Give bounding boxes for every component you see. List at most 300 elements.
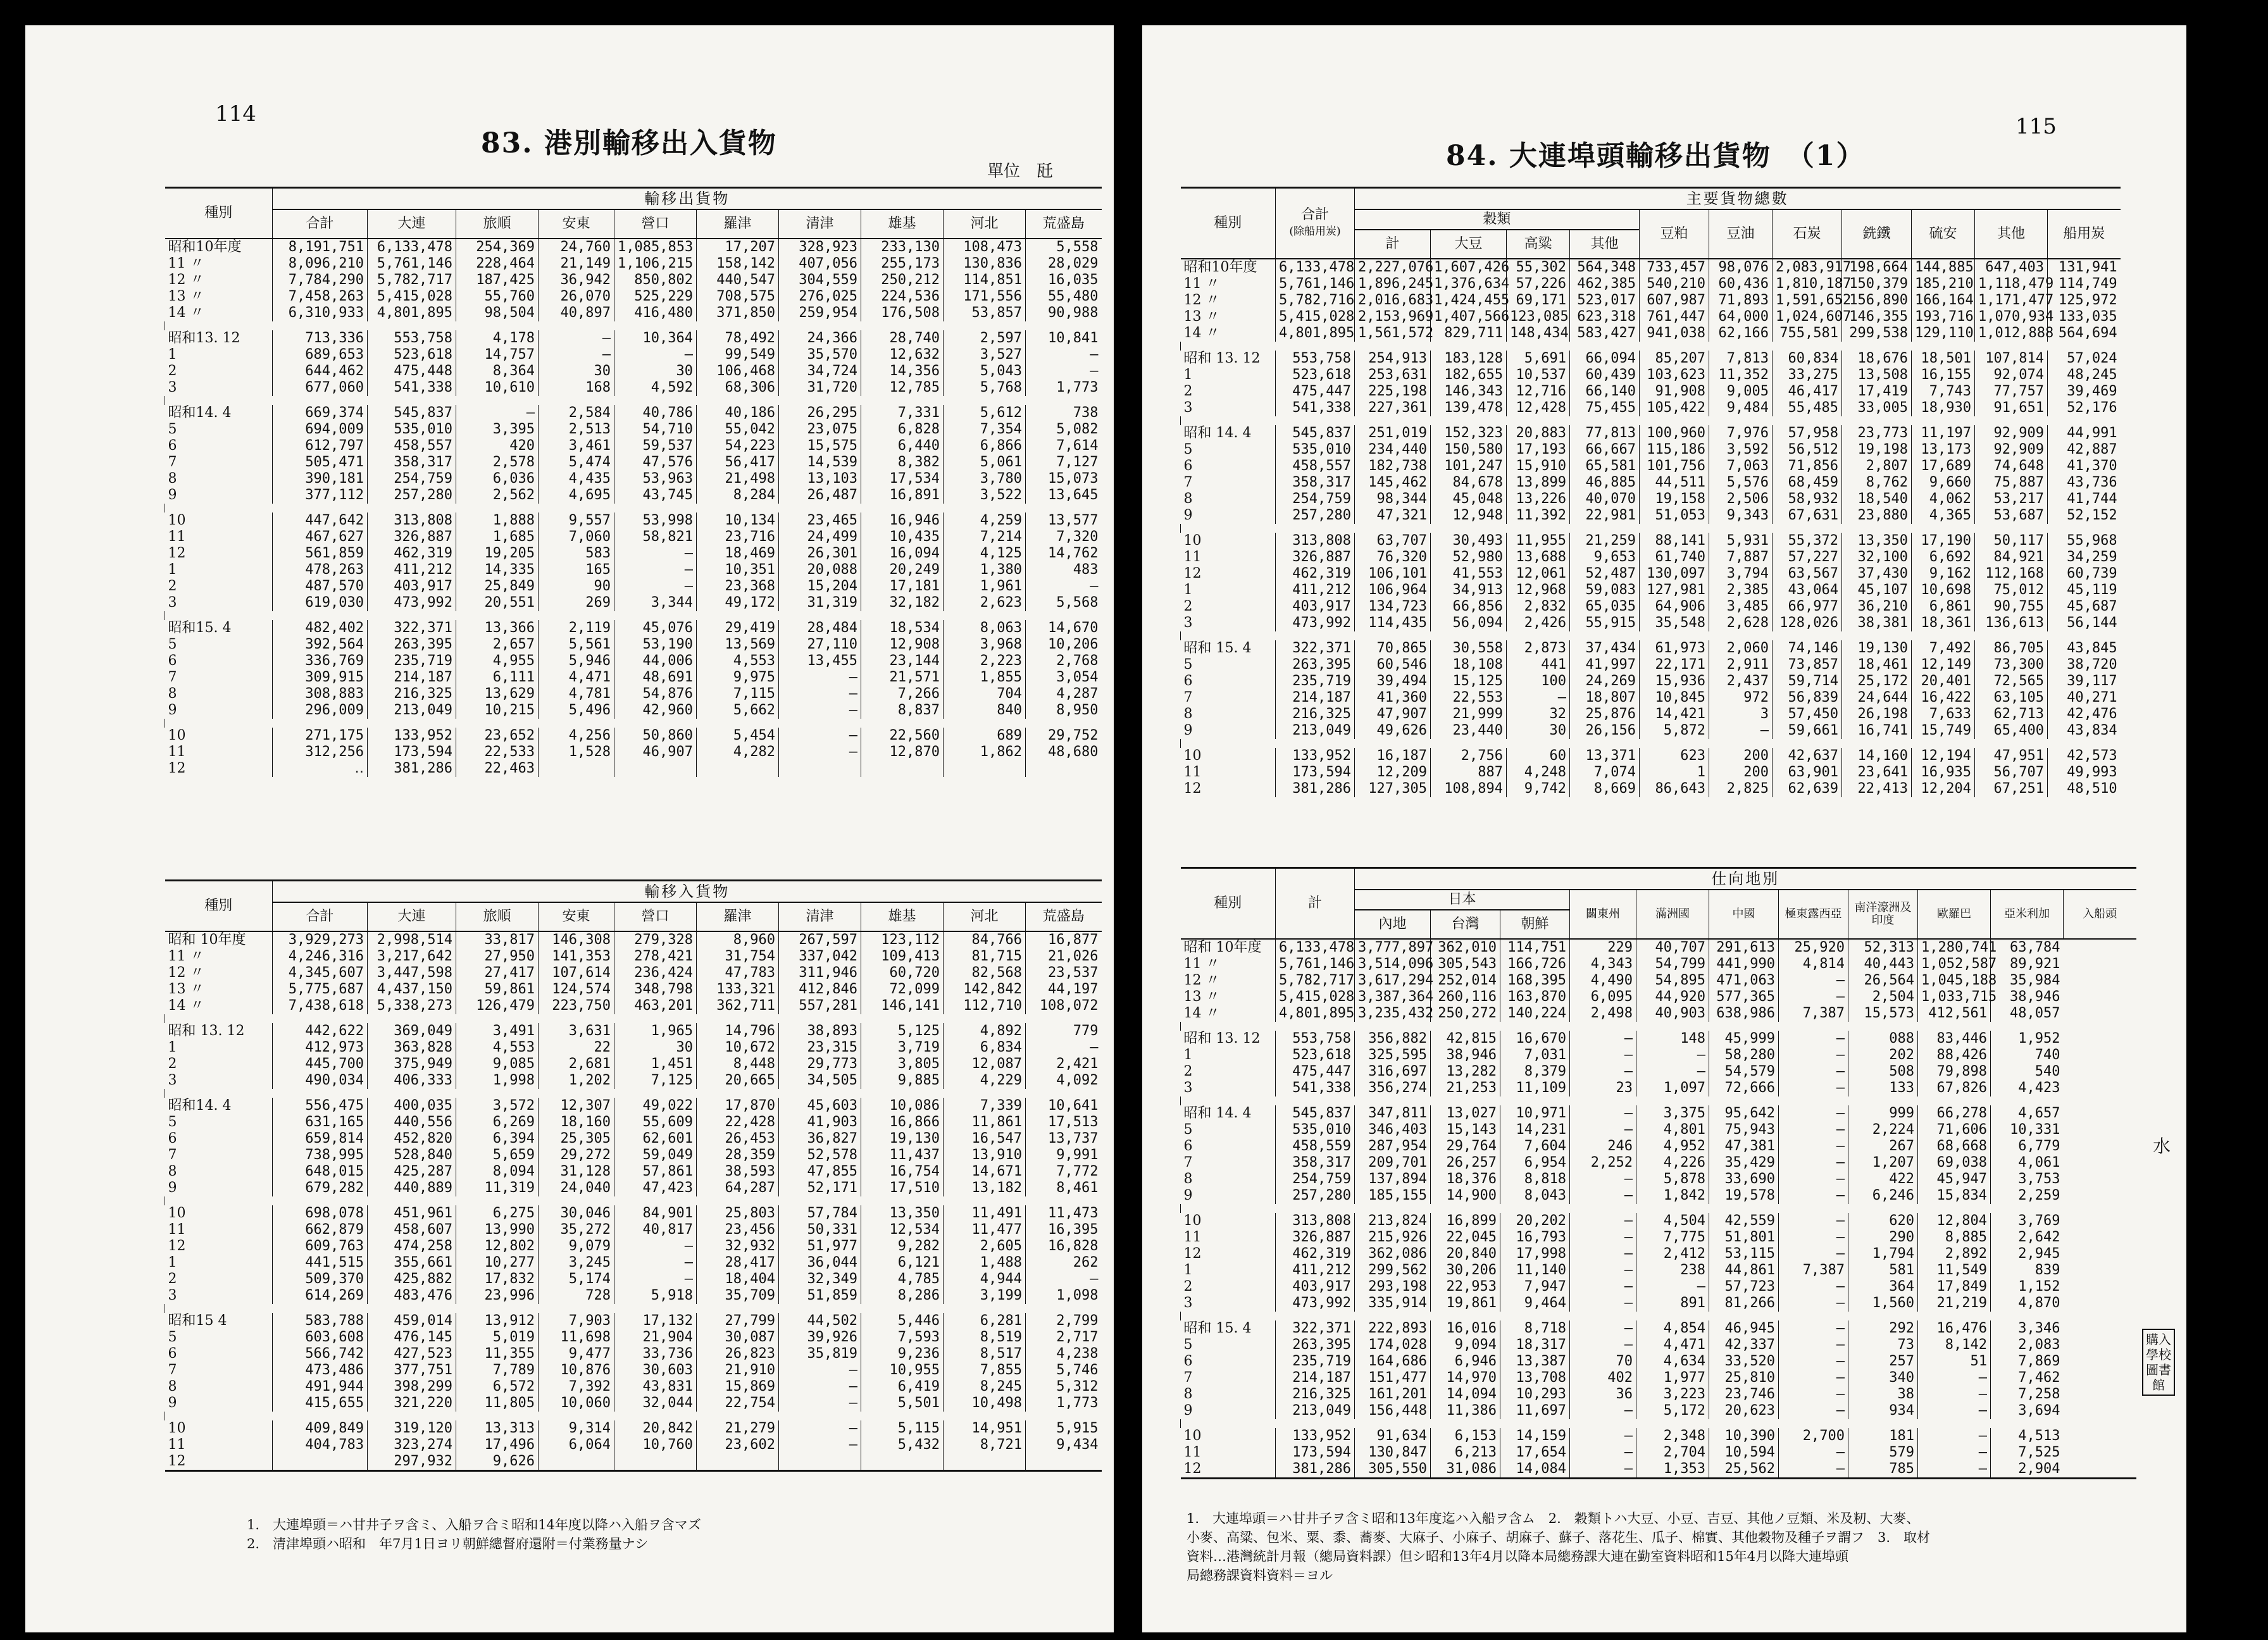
- data-cell: 71,893: [1709, 292, 1773, 309]
- data-cell: 55,609: [614, 1114, 697, 1131]
- data-cell: 23,315: [779, 1040, 861, 1056]
- row-label: 6: [1183, 673, 1193, 689]
- data-cell: 305,550: [1355, 1461, 1431, 1479]
- row-label: 12 〃: [1183, 292, 1220, 308]
- data-cell: 44,502: [779, 1313, 861, 1329]
- data-cell: 88,141: [1640, 533, 1709, 549]
- data-cell: 79,898: [1918, 1064, 1991, 1080]
- data-cell: 322,371: [1276, 1320, 1355, 1337]
- table-row: [165, 1395, 1102, 1412]
- data-cell: 233,130: [861, 239, 944, 256]
- data-cell: 1,024,607: [1773, 309, 1842, 325]
- data-cell: 8,284: [697, 487, 779, 504]
- data-cell: 12,870: [861, 744, 944, 761]
- table-row: [165, 578, 1102, 595]
- data-cell: 5,931: [1709, 533, 1773, 549]
- data-cell: 3,617,294: [1355, 972, 1431, 989]
- data-cell: 60: [1507, 748, 1570, 764]
- data-cell: 163,870: [1500, 989, 1570, 1005]
- data-cell: 7,462: [1991, 1370, 2064, 1386]
- data-cell: —: [779, 1362, 861, 1379]
- table-row: [1181, 276, 2121, 292]
- data-cell: 19,130: [861, 1131, 944, 1147]
- row-label: 12: [168, 1238, 186, 1254]
- data-cell: 10,215: [456, 702, 539, 719]
- data-cell: 60,834: [1773, 351, 1842, 367]
- data-cell: 108,072: [1026, 998, 1102, 1014]
- data-cell: 16,476: [1918, 1320, 1991, 1337]
- data-cell: 53,687: [1975, 507, 2048, 524]
- library-stamp: 購入學校圖書館: [2142, 1329, 2175, 1396]
- data-cell: 304,559: [779, 272, 861, 289]
- row-label: 昭和10年度: [1183, 259, 1257, 275]
- data-cell: 7,789: [456, 1362, 539, 1379]
- data-cell: 107,814: [1975, 351, 2048, 367]
- spacer-cell: [1181, 739, 2121, 748]
- data-cell: 733,457: [1640, 259, 1709, 276]
- row-label: 3: [1183, 1295, 1193, 1311]
- table-row: [165, 256, 1102, 272]
- data-cell: 42,559: [1709, 1213, 1779, 1229]
- data-cell: 64,287: [697, 1180, 779, 1196]
- data-cell: 127,305: [1355, 781, 1431, 797]
- data-cell: —: [1779, 1064, 1848, 1080]
- data-cell: 3,223: [1636, 1386, 1709, 1403]
- data-cell: 48,680: [1026, 744, 1102, 761]
- data-cell: —: [614, 545, 697, 562]
- data-cell: 32,932: [697, 1238, 779, 1255]
- data-cell: 6,133,478: [1276, 939, 1355, 956]
- data-cell: 8,245: [944, 1379, 1026, 1395]
- table-row: [165, 305, 1102, 321]
- data-cell: —: [1779, 1213, 1848, 1229]
- row-label: 10: [1183, 533, 1202, 549]
- data-cell: 164,686: [1355, 1353, 1431, 1370]
- data-cell: 86,643: [1640, 781, 1709, 797]
- data-cell: 403,917: [368, 578, 456, 595]
- table-row: [165, 1023, 1102, 1040]
- data-cell: 4,365: [1912, 507, 1975, 524]
- data-cell: 88,426: [1918, 1047, 1991, 1064]
- data-cell: 125,972: [2048, 292, 2121, 309]
- data-cell: 16,016: [1431, 1320, 1500, 1337]
- data-cell: 566,742: [273, 1346, 368, 1362]
- data-cell: 463,201: [614, 998, 697, 1014]
- data-cell: 16,094: [861, 545, 944, 562]
- data-cell: 7,074: [1570, 764, 1640, 781]
- data-cell: 540: [1991, 1064, 2064, 1080]
- data-cell: 2,799: [1026, 1313, 1102, 1329]
- data-cell: 561,859: [273, 545, 368, 562]
- data-cell: 7,214: [944, 529, 1026, 545]
- data-cell: 56,707: [1975, 764, 2048, 781]
- data-cell: 21,999: [1431, 706, 1507, 723]
- row-label: 14 〃: [1183, 1005, 1220, 1021]
- data-cell: 2,227,076: [1355, 259, 1431, 276]
- data-cell: 21,571: [861, 669, 944, 686]
- data-cell: 2,083: [1991, 1337, 2064, 1353]
- data-cell: 16,946: [861, 512, 944, 529]
- column-header: 安東: [539, 209, 614, 239]
- data-cell: 2,584: [539, 405, 614, 421]
- data-cell: 69,171: [1507, 292, 1570, 309]
- header-row: [1181, 868, 2136, 890]
- table-row: [1181, 425, 2121, 442]
- data-cell: 91,634: [1355, 1428, 1431, 1444]
- data-cell: 46,417: [1773, 383, 1842, 400]
- data-cell: 23,641: [1842, 764, 1912, 781]
- table-row: [1181, 1419, 2136, 1428]
- data-cell: 9,085: [456, 1056, 539, 1072]
- data-cell: 13,182: [944, 1180, 1026, 1196]
- data-cell: 46,885: [1570, 475, 1640, 491]
- data-cell: —: [1507, 690, 1570, 706]
- row-header: 種別: [165, 188, 273, 239]
- data-cell: 235,719: [368, 653, 456, 669]
- spacer-cell: [165, 396, 1102, 405]
- data-cell: 2,642: [1991, 1229, 2064, 1246]
- column-header: 河北: [944, 902, 1026, 931]
- data-cell: 8,063: [944, 620, 1026, 637]
- data-cell: 358,317: [368, 454, 456, 471]
- data-cell: —: [1570, 1122, 1636, 1138]
- data-cell: [697, 1453, 779, 1471]
- data-cell: 34,259: [2048, 549, 2121, 566]
- data-cell: 51,801: [1709, 1229, 1779, 1246]
- column-header: 銑鐵: [1842, 209, 1912, 259]
- data-cell: 95,642: [1709, 1105, 1779, 1122]
- data-cell: 263,395: [1276, 657, 1355, 673]
- data-cell: 3,572: [456, 1098, 539, 1114]
- data-cell: 53,217: [1975, 491, 2048, 507]
- data-cell: 313,808: [1276, 533, 1355, 549]
- data-cell: 223,750: [539, 998, 614, 1014]
- row-label: 3: [1183, 615, 1193, 631]
- data-cell: 55,042: [697, 421, 779, 438]
- data-cell: 6,866: [944, 438, 1026, 454]
- table-row: [1181, 1403, 2136, 1419]
- data-cell: 12,968: [1507, 582, 1570, 599]
- data-cell: 2,911: [1709, 657, 1773, 673]
- data-cell: 738,995: [273, 1147, 368, 1164]
- data-cell: 1,685: [456, 529, 539, 545]
- data-cell: 19,158: [1640, 491, 1709, 507]
- data-cell: 13,708: [1500, 1370, 1570, 1386]
- data-cell: 42,960: [614, 702, 697, 719]
- data-cell: 323,274: [368, 1437, 456, 1453]
- data-cell: 7,339: [944, 1098, 1026, 1114]
- data-cell: 1,098: [1026, 1288, 1102, 1304]
- data-cell: 14,084: [1500, 1461, 1570, 1479]
- row-label: 13 〃: [168, 981, 204, 997]
- data-cell: 326,887: [1276, 1229, 1355, 1246]
- data-cell: 5,761,146: [368, 256, 456, 272]
- data-cell: 61,973: [1640, 640, 1709, 657]
- data-cell: 53,857: [944, 305, 1026, 321]
- data-cell: —: [1570, 1064, 1636, 1080]
- data-cell: 18,930: [1912, 400, 1975, 416]
- data-cell: 577,365: [1709, 989, 1779, 1005]
- data-cell: 30,493: [1431, 533, 1507, 549]
- table-row: [165, 562, 1102, 578]
- footnotes: 1. 大連埠頭＝ハ甘井子ヲ含ミ昭和13年度迄ハ入船ヲ含ム 2. 穀類トハ大豆、小豆、吉豆、其他ノ豆類、米及籾、大麥、 小麥、高粱、包米、粟、黍、蕎麥、大麻子、小麻子、胡麻子、蘇子、落花生、瓜子、棉實、其他穀物及種子ヲ謂フ 3. 取材 資料…港灣統計月報（總局資料課）但シ昭和13年4月以降本局總務課大連在勤室資料昭和15年4月以降大連埠頭 局總務課資料資料＝ヨル: [1187, 1511, 1931, 1583]
- data-cell: 32,349: [779, 1271, 861, 1288]
- data-cell: 5,782,716: [1276, 292, 1355, 309]
- data-cell: 9,653: [1570, 549, 1640, 566]
- spacer-cell: [165, 1412, 1102, 1420]
- data-cell: 14,757: [456, 347, 539, 363]
- data-cell: 57,784: [779, 1205, 861, 1222]
- data-cell: 5,558: [1026, 239, 1102, 256]
- data-cell: —: [779, 1437, 861, 1453]
- data-cell: 23,440: [1431, 723, 1507, 739]
- data-cell: 40,786: [614, 405, 697, 421]
- data-cell: 254,759: [1276, 491, 1355, 507]
- table-row: [1181, 383, 2121, 400]
- data-cell: 27,799: [697, 1313, 779, 1329]
- data-cell: —: [1918, 1428, 1991, 1444]
- data-cell: 23,602: [697, 1437, 779, 1453]
- data-cell: 535,010: [1276, 442, 1355, 458]
- data-cell: 51,977: [779, 1238, 861, 1255]
- table-row: [1181, 367, 2121, 383]
- data-cell: 30,558: [1431, 640, 1507, 657]
- data-cell: 3,514,096: [1355, 956, 1431, 972]
- data-cell: 29,773: [779, 1056, 861, 1072]
- data-cell: 35,548: [1640, 615, 1709, 631]
- table-row: [1181, 566, 2121, 582]
- table-row: [1181, 706, 2121, 723]
- table-row: [1181, 1461, 2136, 1479]
- table-row: [165, 653, 1102, 669]
- data-cell: 58,932: [1773, 491, 1842, 507]
- data-cell: 369,049: [368, 1023, 456, 1040]
- table-row: [165, 1437, 1102, 1453]
- table-row: [1181, 1229, 2136, 1246]
- spacer-cell: [165, 504, 1102, 512]
- data-cell: 139,478: [1431, 400, 1507, 416]
- data-cell: 21,219: [1918, 1295, 1991, 1312]
- row-label: 7: [168, 669, 177, 685]
- data-cell: 19,205: [456, 545, 539, 562]
- data-cell: 12,802: [456, 1238, 539, 1255]
- table-row: [165, 1222, 1102, 1238]
- data-cell: 18,469: [697, 545, 779, 562]
- data-cell: 68,306: [697, 380, 779, 396]
- data-cell: 16,395: [1026, 1222, 1102, 1238]
- data-cell: 4,061: [1991, 1155, 2064, 1171]
- data-cell: 8,762: [1842, 475, 1912, 491]
- data-cell: 127,981: [1640, 582, 1709, 599]
- data-cell: 5,662: [697, 702, 779, 719]
- data-cell: 183,128: [1431, 351, 1507, 367]
- data-cell: 68,459: [1773, 475, 1842, 491]
- column-header: 硫安: [1912, 209, 1975, 259]
- column-header: 清津: [779, 902, 861, 931]
- data-cell: 1,855: [944, 669, 1026, 686]
- data-cell: 214,187: [1276, 690, 1355, 706]
- data-cell: 8,191,751: [273, 239, 368, 256]
- data-cell: 738: [1026, 405, 1102, 421]
- data-cell: 26,823: [697, 1346, 779, 1362]
- data-cell: 22: [539, 1040, 614, 1056]
- data-cell: 459,014: [368, 1313, 456, 1329]
- data-cell: 173,594: [1276, 1444, 1355, 1461]
- table-row: [1181, 1295, 2136, 1312]
- data-cell: 4,092: [1026, 1072, 1102, 1089]
- data-cell: 21,498: [697, 471, 779, 487]
- data-cell: 483,476: [368, 1288, 456, 1304]
- data-cell: 8,519: [944, 1329, 1026, 1346]
- data-cell: 26,198: [1842, 706, 1912, 723]
- data-cell: 15,910: [1507, 458, 1570, 475]
- data-cell: 103,623: [1640, 367, 1709, 383]
- data-cell: 142,842: [944, 981, 1026, 998]
- data-cell: 18,534: [861, 620, 944, 637]
- data-cell: [861, 1453, 944, 1471]
- data-cell: 13,508: [1842, 367, 1912, 383]
- data-cell: 12,209: [1355, 764, 1431, 781]
- data-cell: 22,413: [1842, 781, 1912, 797]
- row-label: 9: [1183, 1403, 1193, 1419]
- data-cell: —: [779, 744, 861, 761]
- data-cell: 24,644: [1842, 690, 1912, 706]
- data-cell: 5,415,028: [368, 289, 456, 305]
- data-cell: 10,672: [697, 1040, 779, 1056]
- table-row: [165, 948, 1102, 965]
- data-cell: 2,825: [1709, 781, 1773, 797]
- data-cell: 8,721: [944, 1437, 1026, 1453]
- data-cell: 41,903: [779, 1114, 861, 1131]
- data-cell: 458,559: [1276, 1138, 1355, 1155]
- data-cell: 10,277: [456, 1255, 539, 1271]
- data-cell: 31,754: [697, 948, 779, 965]
- data-cell: 271,175: [273, 728, 368, 744]
- data-cell: 356,274: [1355, 1080, 1431, 1096]
- data-cell: 296,009: [273, 702, 368, 719]
- data-cell: 708,575: [697, 289, 779, 305]
- data-cell: [1026, 761, 1102, 777]
- row-label: 6: [168, 1346, 177, 1362]
- data-cell: 156,448: [1355, 1403, 1431, 1419]
- table-row: [1181, 673, 2121, 690]
- data-cell: 1,118,479: [1975, 276, 2048, 292]
- data-cell: 35,429: [1709, 1155, 1779, 1171]
- data-cell: 308,883: [273, 686, 368, 702]
- spacer-cell: [165, 611, 1102, 620]
- data-cell: 20,840: [1431, 1246, 1500, 1262]
- table-row: [1181, 1204, 2136, 1213]
- data-cell: 46,945: [1709, 1320, 1779, 1337]
- column-header: 雄基: [861, 209, 944, 239]
- data-cell: 53,190: [614, 637, 697, 653]
- data-cell: —: [779, 669, 861, 686]
- spacer-cell: [1181, 416, 2121, 425]
- data-cell: 12,716: [1507, 383, 1570, 400]
- data-cell: 293,198: [1355, 1279, 1431, 1295]
- data-cell: 541,338: [368, 380, 456, 396]
- data-cell: 7,887: [1709, 549, 1773, 566]
- data-cell: 316,697: [1355, 1064, 1431, 1080]
- data-cell: 3,217,642: [368, 948, 456, 965]
- table-row: [1181, 764, 2121, 781]
- data-cell: —: [1570, 1444, 1636, 1461]
- row-label: 5: [168, 637, 177, 652]
- data-cell: 43,845: [2048, 640, 2121, 657]
- table-row: [165, 321, 1102, 330]
- column-header: 計: [1276, 868, 1355, 940]
- table-row: [165, 421, 1102, 438]
- table-row: [1181, 631, 2121, 640]
- table-row: [1181, 1005, 2136, 1022]
- data-cell: 42,887: [2048, 442, 2121, 458]
- data-cell: 4,944: [944, 1271, 1026, 1288]
- data-cell: 55,480: [1026, 289, 1102, 305]
- data-cell: 151,477: [1355, 1370, 1431, 1386]
- footnotes: 1. 大連埠頭＝ハ甘井子ヲ含ミ、入船ヲ合ミ昭和14年度以降ハ入船ヲ含マズ 2. 清津埠頭ハ昭和 年7月1日ヨリ朝鮮總督府還附＝付業務量ナシ: [247, 1517, 701, 1551]
- data-cell: 44,861: [1709, 1262, 1779, 1279]
- data-cell: 146,355: [1842, 309, 1912, 325]
- data-cell: 1,045,188: [1918, 972, 1991, 989]
- data-cell: 2,807: [1842, 458, 1912, 475]
- data-cell: 337,042: [779, 948, 861, 965]
- data-cell: 5,782,717: [368, 272, 456, 289]
- data-cell: 36,827: [779, 1131, 861, 1147]
- row-label: 7: [1183, 1155, 1193, 1171]
- data-cell: 16,935: [1912, 764, 1975, 781]
- data-cell: 39,494: [1355, 673, 1431, 690]
- data-cell: 647,403: [1975, 259, 2048, 276]
- data-cell: 5,082: [1026, 421, 1102, 438]
- data-cell: 13,645: [1026, 487, 1102, 504]
- data-cell: 250,272: [1431, 1005, 1500, 1022]
- data-cell: 114,751: [1500, 939, 1570, 956]
- data-cell: 8,885: [1918, 1229, 1991, 1246]
- table-row: [165, 620, 1102, 637]
- data-cell: 1,952: [1991, 1031, 2064, 1047]
- data-cell: —: [1779, 1138, 1848, 1155]
- group-header: 輸移入貨物: [273, 881, 1102, 903]
- data-cell: 381,286: [1276, 781, 1355, 797]
- data-cell: 49,172: [697, 595, 779, 611]
- data-cell: 54,895: [1636, 972, 1709, 989]
- data-cell: 47,321: [1355, 507, 1431, 524]
- data-cell: 84,678: [1431, 475, 1507, 491]
- data-cell: 458,557: [1276, 458, 1355, 475]
- data-cell: 564,694: [2048, 325, 2121, 342]
- table-row: [165, 1114, 1102, 1131]
- data-cell: 59,861: [456, 981, 539, 998]
- data-cell: 659,814: [273, 1131, 368, 1147]
- data-cell: 2,605: [944, 1238, 1026, 1255]
- data-cell: 704: [944, 686, 1026, 702]
- table-row: [1181, 309, 2121, 325]
- data-cell: 319,120: [368, 1420, 456, 1437]
- data-cell: 4,471: [539, 669, 614, 686]
- data-cell: 17,510: [861, 1180, 944, 1196]
- data-cell: 1,407,566: [1431, 309, 1507, 325]
- data-cell: 2,060: [1709, 640, 1773, 657]
- table-row: [1181, 351, 2121, 367]
- data-cell: 35,709: [697, 1288, 779, 1304]
- data-cell: 23,652: [456, 728, 539, 744]
- table-row: [165, 471, 1102, 487]
- data-cell: 336,769: [273, 653, 368, 669]
- data-cell: 25,562: [1709, 1461, 1779, 1479]
- table-row: [165, 405, 1102, 421]
- data-cell: 6,572: [456, 1379, 539, 1395]
- data-cell: 62,639: [1773, 781, 1842, 797]
